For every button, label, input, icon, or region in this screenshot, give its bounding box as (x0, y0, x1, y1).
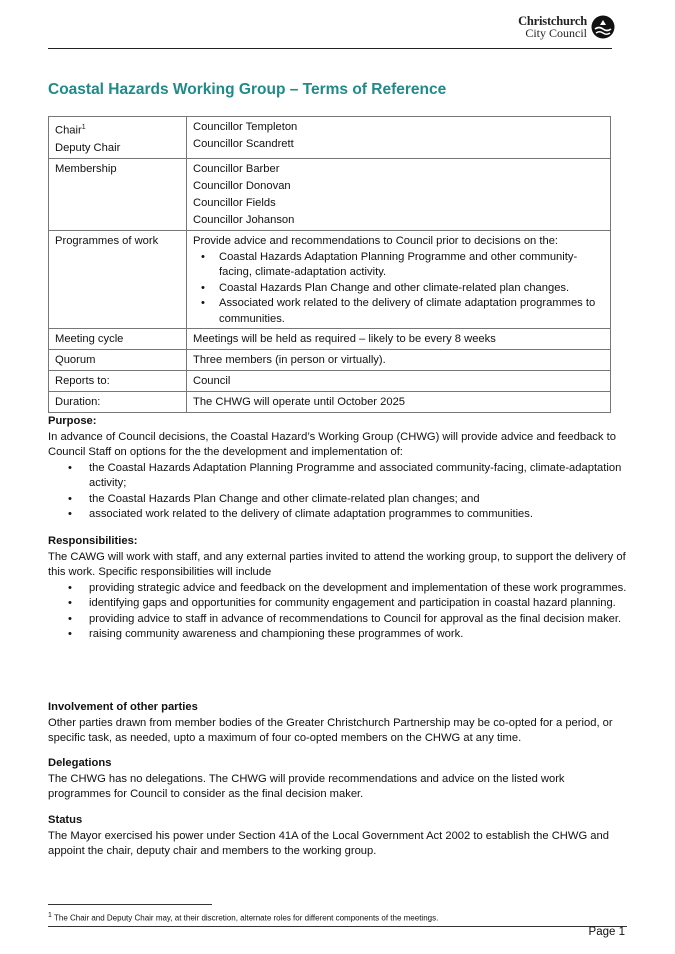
table-row (49, 392, 611, 413)
deputy-chair-label: Deputy Chair (55, 141, 121, 154)
list-item: • the Coastal Hazards Plan Change and other climate-related plan changes; and (89, 492, 628, 508)
reports-to-value: Council (187, 371, 611, 392)
programmes-value-cell (187, 230, 611, 329)
purpose-list (48, 461, 628, 523)
table-row (49, 117, 611, 159)
delegations-text: The CHWG has no delegations. The CHWG will provide recommendations and advice on the listed work programmes for Council to consider as the final decision maker. (48, 772, 565, 800)
delegations-heading: Delegations (48, 757, 112, 769)
chair-value-cell (187, 117, 611, 159)
footnote-rule (48, 904, 212, 905)
logo-line1: Christchurch (518, 14, 587, 28)
document-title: Coastal Hazards Working Group – Terms of Reference (48, 81, 447, 98)
purpose-text: In advance of Council decisions, the Coastal Hazard’s Working Group (CHWG) will provide advice and feedback to Council Staff on options for the the development and implementation of: (48, 430, 616, 458)
membership-label: Membership (49, 158, 187, 230)
programmes-label: Programmes of work (49, 230, 187, 329)
table-row (49, 371, 611, 392)
programmes-list (193, 250, 605, 328)
duration-value: The CHWG will operate until October 2025 (187, 392, 611, 413)
status-section (48, 813, 628, 860)
table-row (49, 329, 611, 350)
chair-label-cell (49, 117, 187, 159)
responsibilities-heading: Responsibilities: (48, 535, 138, 547)
list-item: • providing advice to staff in advance of recommendations to Council for approval as the final decision maker. (89, 612, 628, 628)
footnote-text: The Chair and Deputy Chair may, at their discretion, alternate roles for different components of the meetings. (51, 913, 439, 923)
list-item: • Coastal Hazards Plan Change and other climate-related plan changes. (219, 281, 605, 297)
terms-table (48, 116, 611, 413)
responsibilities-section (48, 534, 628, 643)
involvement-heading: Involvement of other parties (48, 701, 198, 713)
list-item: • associated work related to the delivery of climate adaptation programmes to communities. (89, 507, 628, 523)
list-item: • providing strategic advice and feedback on the development and implementation of these work programmes. (89, 581, 628, 597)
chair-label: Chair (55, 124, 82, 137)
involvement-text: Other parties drawn from member bodies of the Greater Christchurch Partnership may be co-opted for a period, or specific task, as needed, upto a maximum of four co-opted members on the CHWG at any time. (48, 716, 613, 744)
list-item: • the Coastal Hazards Adaptation Planning Programme and associated community-facing, climate-adaptation activity; (89, 461, 628, 492)
reports-to-label: Reports to: (49, 371, 187, 392)
responsibilities-text: The CAWG will work with staff, and any external parties invited to attend the working group, to support the delivery of this work. Specific responsibilities will include (48, 550, 626, 578)
chair-value: Councillor Templeton (193, 121, 298, 133)
council-logo (518, 15, 615, 39)
logo-line2: City Council (525, 26, 587, 40)
table-row (49, 350, 611, 371)
header-rule (48, 48, 612, 49)
table-row (49, 158, 611, 230)
member-name: Councillor Barber (193, 162, 280, 175)
status-heading: Status (48, 814, 83, 826)
purpose-heading: Purpose: (48, 415, 97, 427)
list-item: • Associated work related to the delivery of climate adaptation programmes to communities. (219, 296, 605, 327)
deputy-chair-value: Councillor Scandrett (193, 138, 294, 150)
list-item: • raising community awareness and championing these programmes of work. (89, 627, 628, 643)
member-name: Councillor Fields (193, 196, 276, 209)
logo-text (518, 15, 587, 39)
purpose-section (48, 414, 628, 523)
member-name: Councillor Donovan (193, 179, 291, 192)
delegations-section (48, 756, 628, 803)
council-emblem-icon (591, 15, 615, 39)
list-item: • identifying gaps and opportunities for community engagement and participation in coastal hazard planning. (89, 596, 628, 612)
responsibilities-list (48, 581, 628, 643)
quorum-label: Quorum (49, 350, 187, 371)
member-name: Councillor Johanson (193, 213, 295, 226)
programmes-intro: Provide advice and recommendations to Council prior to decisions on the: (193, 234, 559, 247)
page-number: Page 1 (588, 926, 625, 938)
membership-value-cell (187, 158, 611, 230)
footer-rule (48, 926, 627, 927)
footnote (48, 912, 438, 923)
status-text: The Mayor exercised his power under Section 41A of the Local Government Act 2002 to establish the CHWG and appoint the chair, deputy chair and members to the working group. (48, 829, 609, 857)
meeting-cycle-value: Meetings will be held as required – likely to be every 8 weeks (187, 329, 611, 350)
quorum-value: Three members (in person or virtually). (187, 350, 611, 371)
footnote-ref: 1 (81, 124, 86, 131)
table-row (49, 230, 611, 329)
meeting-cycle-label: Meeting cycle (49, 329, 187, 350)
involvement-section (48, 700, 628, 747)
duration-label: Duration: (49, 392, 187, 413)
footnote-number: 1 (48, 912, 52, 919)
list-item: • Coastal Hazards Adaptation Planning Programme and other community-facing, climate-adaptation activity. (219, 250, 605, 281)
